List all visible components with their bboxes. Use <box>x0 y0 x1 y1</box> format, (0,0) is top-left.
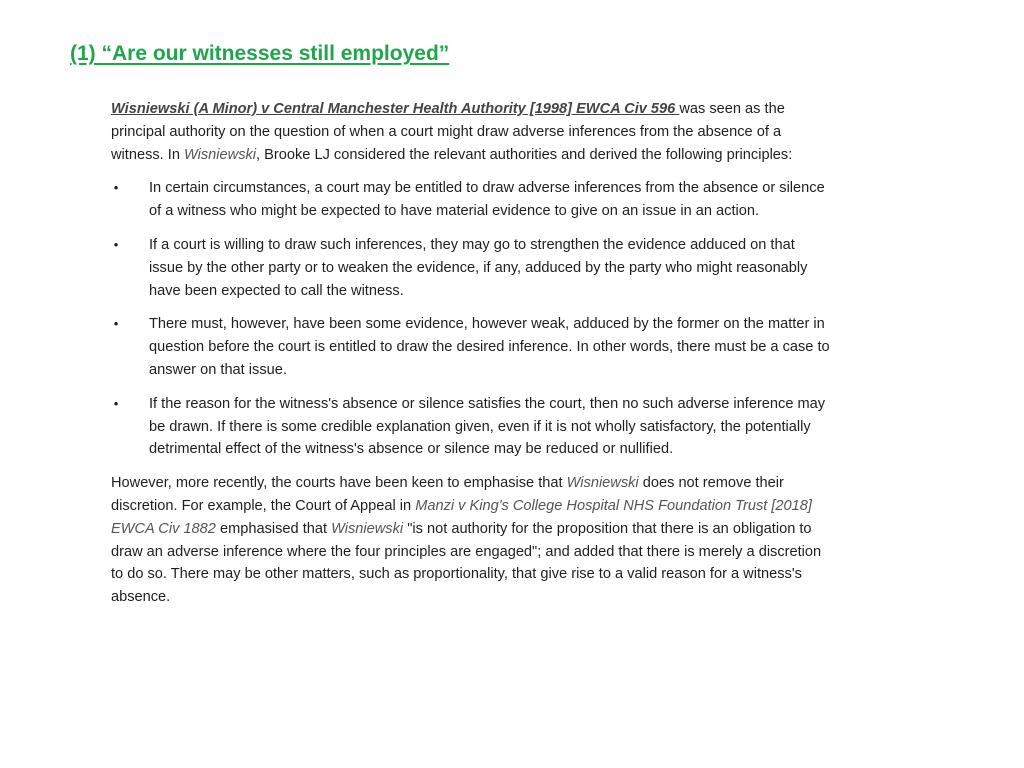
list-item <box>111 177 831 223</box>
conclusion-text-4: "is not authority for the proposition that there is an obligation to draw an adverse inference where the four principles are engaged"; and added that there is merely a discretion to do so. There may be other matters, such as proportionality, that give rise to a valid reason for a witness's absence. <box>111 520 822 606</box>
conclusion-paragraph <box>111 472 831 609</box>
case-citation-link[interactable]: Wisniewski (A Minor) v Central Manchester Health Authority [1998] EWCA Civ 596 <box>111 101 680 117</box>
bullet-icon: • <box>113 316 119 332</box>
list-item <box>111 313 831 381</box>
conclusion-text-2: does not remove their discretion. For example, the Court of Appeal in <box>111 475 784 514</box>
section-heading: (1) “Are our witnesses still employed” <box>70 42 450 65</box>
conclusion-text-3: emphasised that <box>215 520 332 537</box>
case-name: Wisniewski <box>566 475 639 492</box>
principle-text: If the reason for the witness's absence or silence satisfies the court, then no such adverse inference may be drawn. If there is some credible explanation given, even if it is not wholly satisfactory, the potentially detrimental effect of the witness's absence or silence may be reduced or nullified. <box>149 395 826 458</box>
case-name: Manzi v King's College Hospital NHS Foundation Trust [2018] EWCA Civ 1882 <box>111 497 812 537</box>
bullet-icon: • <box>113 180 119 196</box>
principles-list <box>111 177 831 461</box>
document-body <box>111 98 831 620</box>
principle-text: If a court is willing to draw such inferences, they may go to strengthen the evidence adduced on that issue by the other party or to weaken the evidence, if any, adduced by the party who might reasonably have been expected to call the witness. <box>149 236 808 299</box>
list-item <box>111 234 831 302</box>
conclusion-text-1: However, more recently, the courts have been keen to emphasise that <box>111 475 567 492</box>
intro-paragraph <box>111 98 831 166</box>
bullet-icon: • <box>113 236 119 252</box>
intro-text-2: , Brooke LJ considered the relevant authorities and derived the following principles: <box>256 146 793 163</box>
principle-text: In certain circumstances, a court may be entitled to draw adverse inferences from the absence or silence of a witness who might be expected to have material evidence to give on an issue in an action. <box>149 180 825 220</box>
case-short-name: Wisniewski <box>184 146 257 163</box>
list-item <box>111 393 831 461</box>
principle-text: There must, however, have been some evidence, however weak, adduced by the former on the matter in question before the court is entitled to draw the desired inference. In other words, there must be a case to answer on that issue. <box>149 316 830 378</box>
case-name: Wisniewski <box>331 520 404 537</box>
intro-text-1: was seen as the principal authority on the question of when a court might draw adverse inferences from the absence of a witness. In <box>111 101 785 163</box>
bullet-icon: • <box>113 395 119 411</box>
